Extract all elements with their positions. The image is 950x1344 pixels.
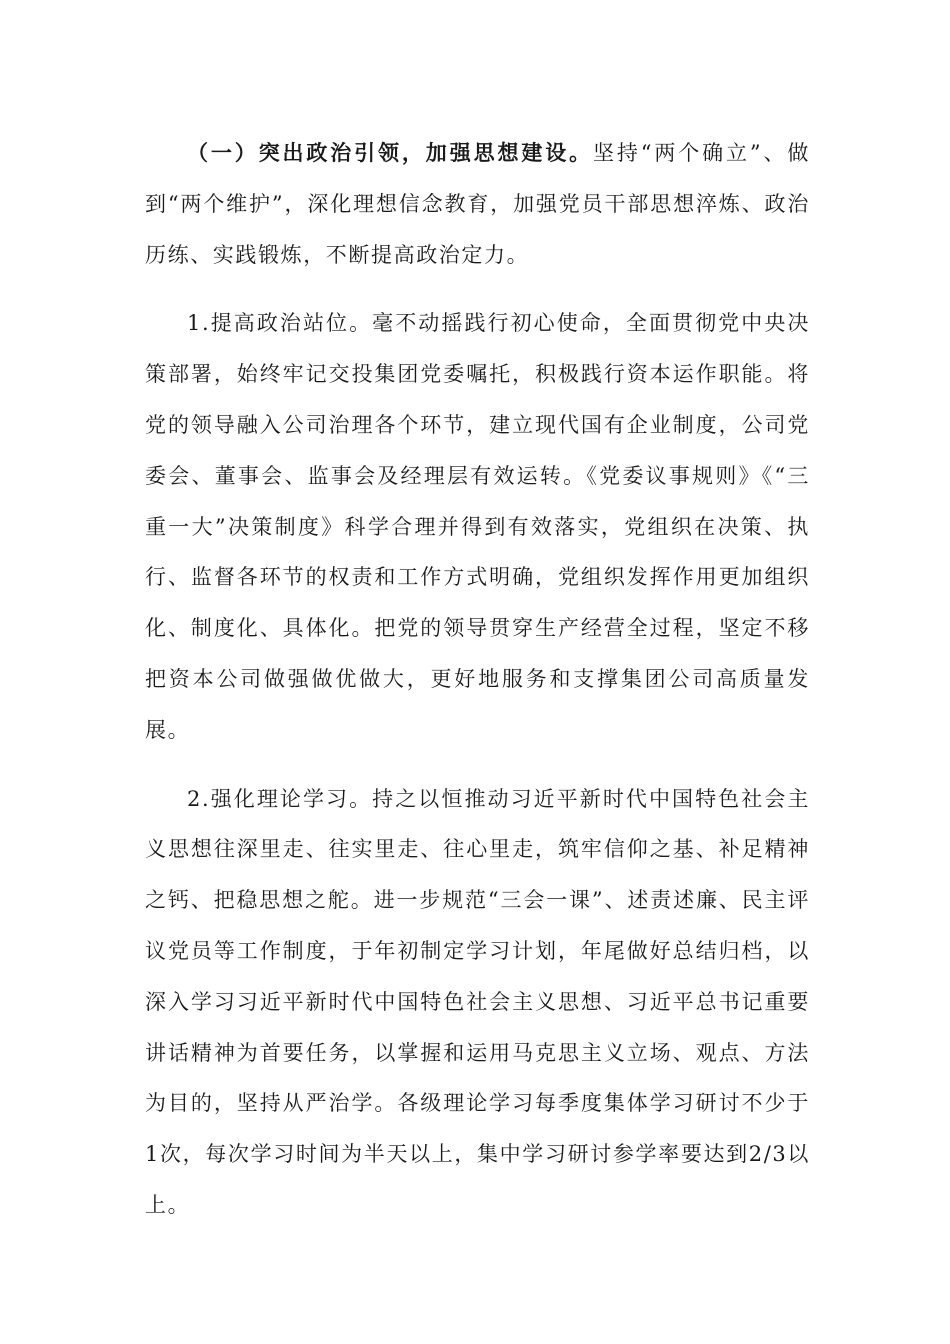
item-2-paragraph: 2.强化理论学习。持之以恒推动习近平新时代中国特色社会主义思想往深里走、往实里走、往心里走，筑牢信仰之基、补足精神之钙、把稳思想之舵。进一步规范“三会一课”、述责述廉、民主评议党员等工作制度，于年初制定学习计划，年尾做好总结归档，以深入学习习近平新时代中国特色社会主义思想、习近平总书记重要讲话精神为首要任务，以掌握和运用马克思主义立场、观点、方法为目的，坚持从严治学。各级理论学习每季度集体学习研讨不少于1次，每次学习时间为半天以上，集中学习研讨参学率要达到2/3以上。: [145, 786, 810, 1217]
section-paragraph: [145, 128, 810, 280]
item-1-paragraph: 1.提高政治站位。毫不动摇践行初心使命，全面贯彻党中央决策部署，始终牢记交投集团党委嘱托，积极践行资本运作职能。将党的领导融入公司治理各个环节，建立现代国有企业制度，公司党委会、董事会、监事会及经理层有效运转。《党委议事规则》《“三重一大”决策制度》科学合理并得到有效落实，党组织在决策、执行、监督各环节的权责和工作方式明确，党组织发挥作用更加组织化、制度化、具体化。把党的领导贯穿生产经营全过程，坚定不移把资本公司做强做优做大，更好地服务和支撑集团公司高质量发展。: [145, 311, 810, 742]
section-intro: 坚持“两个确立”、做到“两个维护”，深化理想信念教育，加强党员干部思想淬炼、政治历练、实践锻炼，不断提高政治定力。: [145, 141, 810, 267]
document-body: [145, 128, 810, 1231]
section-heading: （一）突出政治引领，加强思想建设。: [187, 140, 593, 165]
